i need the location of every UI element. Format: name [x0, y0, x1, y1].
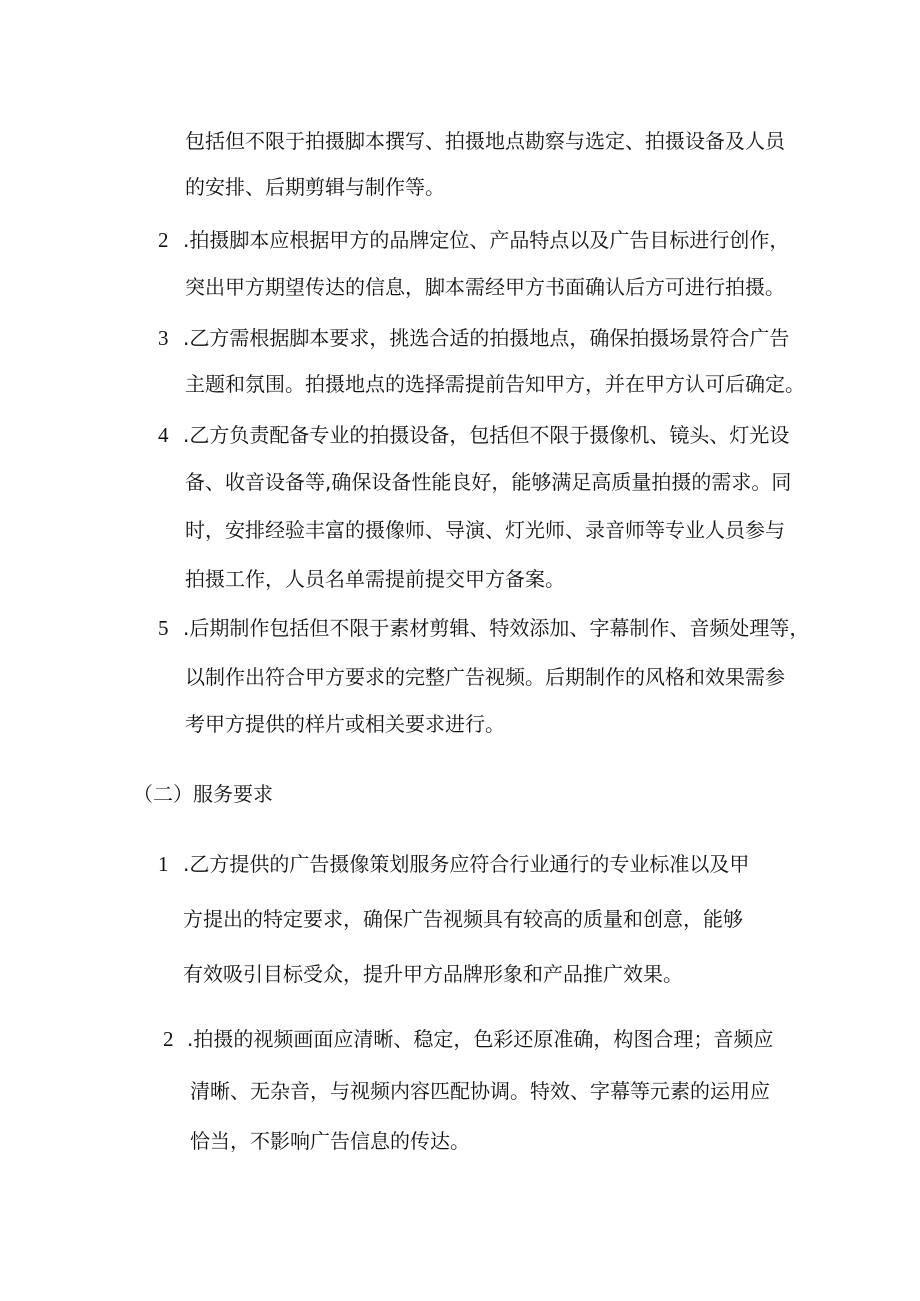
list-item-line: 方提出的特定要求，确保广告视频具有较高的质量和创意，能够 — [183, 907, 743, 931]
list-item-line: 时，安排经验丰富的摄像师、导演、灯光师、录音师等专业人员参与 — [185, 518, 785, 542]
item-number: 2 — [163, 1027, 174, 1051]
list-item-line: 考甲方提供的样片或相关要求进行。 — [185, 712, 505, 736]
item-number: 5 — [158, 616, 169, 640]
list-item-line: 以制作出符合甲方要求的完整广告视频。后期制作的风格和效果需参 — [185, 665, 785, 689]
intro-line-2: 的安排、后期剪辑与制作等。 — [185, 175, 445, 199]
list-item-line: 备、收音设备等,确保设备性能良好，能够满足高质量拍摄的需求。同 — [185, 470, 792, 494]
item-number: 2 — [158, 228, 169, 252]
list-item-line: 恰当，不影响广告信息的传达。 — [190, 1129, 470, 1153]
list-item-line: 清晰、无杂音，与视频内容匹配协调。特效、字幕等元素的运用应 — [190, 1079, 770, 1103]
list-item-line: .乙方负责配备专业的拍摄设备，包括但不限于摄像机、镜头、灯光设 — [183, 423, 790, 447]
list-item-line: 主题和氛围。拍摄地点的选择需提前告知甲方，并在甲方认可后确定。 — [185, 372, 805, 396]
list-item-line: .乙方需根据脚本要求，挑选合适的拍摄地点，确保拍摄场景符合广告 — [183, 326, 790, 350]
list-item-line: .拍摄的视频画面应清晰、稳定，色彩还原准确，构图合理；音频应 — [187, 1027, 774, 1051]
item-number: 1 — [158, 852, 169, 876]
intro-line-1: 包括但不限于拍摄脚本撰写、拍摄地点勘察与选定、拍摄设备及人员 — [185, 129, 785, 153]
item-number: 4 — [158, 423, 169, 447]
list-item-line: 有效吸引目标受众，提升甲方品牌形象和产品推广效果。 — [183, 962, 683, 986]
list-item-line: .拍摄脚本应根据甲方的品牌定位、产品特点以及广告目标进行创作， — [183, 228, 790, 252]
list-item-line: .乙方提供的广告摄像策划服务应符合行业通行的专业标准以及甲 — [183, 852, 750, 876]
list-item-line: 突出甲方期望传达的信息，脚本需经甲方书面确认后方可进行拍摄。 — [185, 275, 785, 299]
item-number: 3 — [158, 326, 169, 350]
list-item-line: .后期制作包括但不限于素材剪辑、特效添加、字幕制作、音频处理等， — [183, 616, 810, 640]
list-item-line: 拍摄工作，人员名单需提前提交甲方备案。 — [185, 567, 565, 591]
section-heading: （二）服务要求 — [133, 782, 273, 806]
